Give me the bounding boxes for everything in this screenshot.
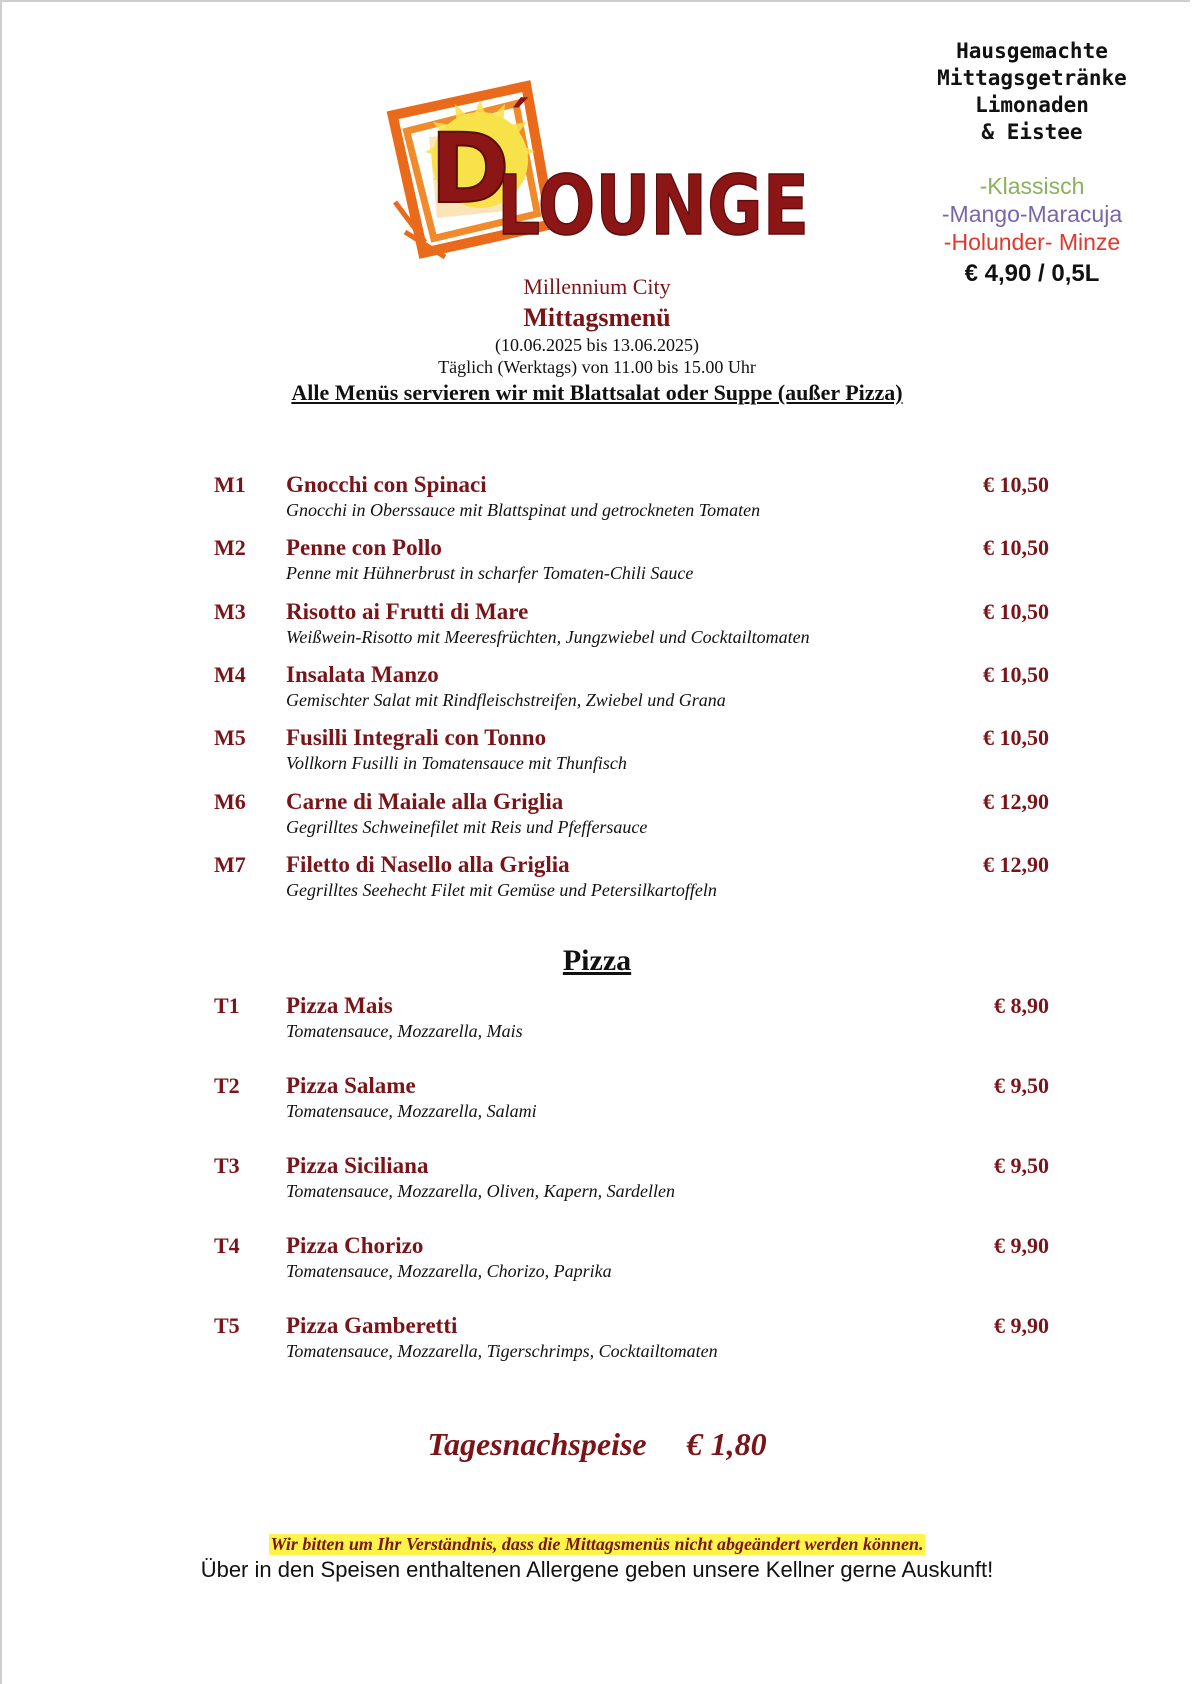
pizza-price: € 9,50 [994, 1153, 1049, 1178]
drinks-heading [902, 38, 1162, 146]
svg-text:´: ´ [503, 91, 531, 156]
menu-name: Carne di Maiale alla Griglia [286, 789, 564, 814]
pizza-price: € 9,90 [994, 1313, 1049, 1338]
drinks-price: € 4,90 / 0,5L [964, 260, 1100, 287]
flavor-mango-maracuja: -Mango-Maracuja [941, 201, 1123, 227]
menu-code: M2 [214, 535, 246, 560]
menu-item [2, 725, 1192, 781]
menu-description: Penne mit Hühnerbrust in scharfer Tomaten-Chili Sauce [286, 563, 694, 583]
menu-item [2, 789, 1192, 845]
pizza-description: Tomatensauce, Mozzarella, Mais [286, 1021, 523, 1041]
drinks-panel [902, 38, 1162, 288]
menu-code: M4 [214, 662, 246, 687]
menu-price: € 12,90 [983, 852, 1049, 877]
pizza-item [2, 1313, 1192, 1369]
pizza-code: T3 [214, 1153, 240, 1178]
pizza-price: € 9,50 [994, 1073, 1049, 1098]
pizza-code: T4 [214, 1233, 240, 1258]
menu-item [2, 599, 1192, 655]
menu-description: Gegrilltes Schweinefilet mit Reis und Pfeffersauce [286, 817, 648, 837]
pizza-name: Pizza Salame [286, 1073, 416, 1098]
menu-name: Risotto ai Frutti di Mare [286, 599, 529, 624]
pizza-item [2, 993, 1192, 1049]
pizza-item [2, 1233, 1192, 1289]
menu-item [2, 662, 1192, 718]
pizza-description: Tomatensauce, Mozzarella, Oliven, Kapern, Sardellen [286, 1181, 675, 1201]
drinks-heading-line: & Eistee [981, 120, 1083, 144]
menu-price: € 10,50 [983, 725, 1049, 750]
pizza-code: T1 [214, 993, 240, 1018]
menu-name: Gnocchi con Spinaci [286, 472, 487, 497]
svg-text:LOUNGE: LOUNGE [497, 159, 809, 254]
pizza-description: Tomatensauce, Mozzarella, Salami [286, 1101, 537, 1121]
drinks-heading-line: Limonaden [975, 93, 1089, 117]
daily-dessert [2, 1426, 1192, 1463]
dlounge-logo [385, 82, 820, 267]
pizza-name: Pizza Chorizo [286, 1233, 424, 1258]
pizza-description: Tomatensauce, Mozzarella, Chorizo, Paprika [286, 1261, 612, 1281]
menu-header [2, 272, 1192, 408]
menu-price: € 10,50 [983, 599, 1049, 624]
menu-price: € 12,90 [983, 789, 1049, 814]
drinks-heading-line: Hausgemachte [956, 39, 1108, 63]
dessert-price: € 1,80 [686, 1426, 767, 1462]
pizza-name: Pizza Mais [286, 993, 393, 1018]
menu-description: Gemischter Salat mit Rindfleischstreifen, Zwiebel und Grana [286, 690, 726, 710]
dessert-label: Tagesnachspeise [427, 1426, 647, 1462]
pizza-code: T2 [214, 1073, 240, 1098]
svg-text:D: D [430, 113, 510, 225]
menu-description: Gnocchi in Oberssauce mit Blattspinat und getrockneten Tomaten [286, 500, 761, 520]
pizza-name: Pizza Gamberetti [286, 1313, 458, 1338]
menu-description: Gegrilltes Seehecht Filet mit Gemüse und Petersilkartoffeln [286, 880, 717, 900]
menu-item [2, 472, 1192, 528]
no-changes-notice: Wir bitten um Ihr Verständnis, dass die Mittagsmenüs nicht abgeändert werden können. [270, 1534, 924, 1554]
pizza-code: T5 [214, 1313, 240, 1338]
menu-code: M3 [214, 599, 246, 624]
menu-price: € 10,50 [983, 662, 1049, 687]
date-range: (10.06.2025 bis 13.06.2025) [495, 335, 699, 355]
drink-flavors [902, 172, 1162, 256]
menu-item [2, 852, 1192, 908]
page-title: Mittagsmenü [523, 303, 671, 332]
menu-name: Filetto di Nasello alla Griglia [286, 852, 570, 877]
menu-name: Fusilli Integrali con Tonno [286, 725, 547, 750]
flavor-classic: -Klassisch [979, 173, 1085, 199]
menu-code: M7 [214, 852, 246, 877]
pizza-name: Pizza Siciliana [286, 1153, 429, 1178]
flavor-holunder-minze: -Holunder- Minze [943, 229, 1121, 255]
pizza-item [2, 1153, 1192, 1209]
allergen-notice: Über in den Speisen enthaltenen Allergene geben unsere Kellner gerne Auskunft! [200, 1557, 994, 1582]
menu-description: Weißwein-Risotto mit Meeresfrüchten, Jungzwiebel und Cocktailtomaten [286, 627, 810, 647]
menu-item [2, 535, 1192, 591]
menu-description: Vollkorn Fusilli in Tomatensauce mit Thunfisch [286, 753, 627, 773]
menu-name: Penne con Pollo [286, 535, 442, 560]
menu-name: Insalata Manzo [286, 662, 439, 687]
location-label: Millennium City [523, 274, 671, 299]
menu-price: € 10,50 [983, 535, 1049, 560]
footer [2, 1534, 1192, 1583]
pizza-item [2, 1073, 1192, 1129]
pizza-price: € 8,90 [994, 993, 1049, 1018]
menu-code: M6 [214, 789, 246, 814]
menu-code: M5 [214, 725, 246, 750]
opening-hours: Täglich (Werktags) von 11.00 bis 15.00 Uhr [438, 357, 756, 377]
menu-price: € 10,50 [983, 472, 1049, 497]
pizza-heading: Pizza [562, 944, 632, 977]
drinks-heading-line: Mittagsgetränke [937, 66, 1127, 90]
salad-soup-note: Alle Menüs servieren wir mit Blattsalat oder Suppe (außer Pizza) [291, 380, 903, 405]
menu-code: M1 [214, 472, 246, 497]
pizza-description: Tomatensauce, Mozzarella, Tigerschrimps, Cocktailtomaten [286, 1341, 718, 1361]
pizza-price: € 9,90 [994, 1233, 1049, 1258]
